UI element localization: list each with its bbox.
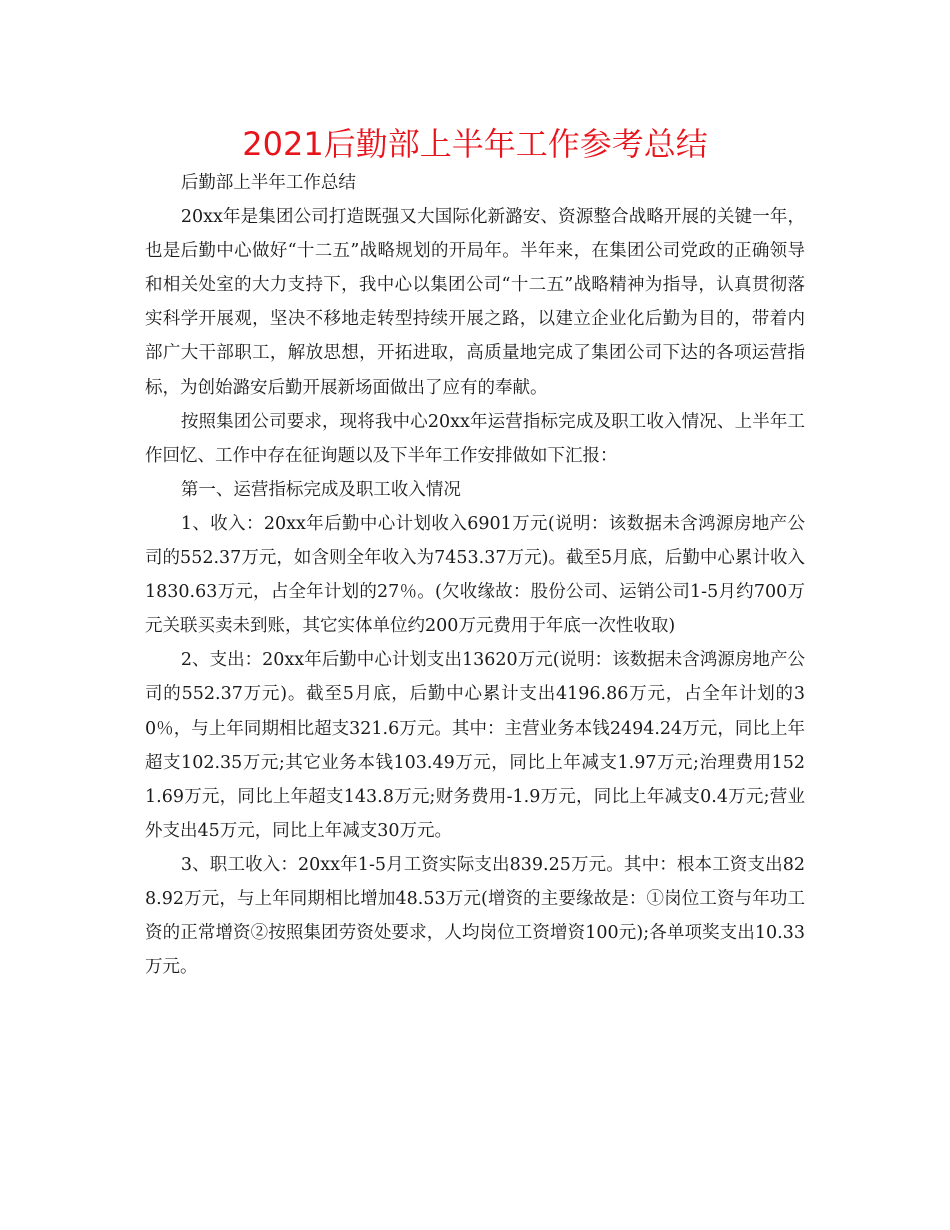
paragraph-income: 1、收入：20xx年后勤中心计划收入6901万元(说明：该数据未含鸿源房地产公司的552.37万元，如含则全年收入为7453.37万元)。截至5月底，后勤中心累计收入1830.63万元，占全年计划的27％。(欠收缘故：股份公司、运销公司1-5月约700万元关联买卖未到账，其它实体单位约200万元费用于年底一次性收取) (145, 513, 805, 637)
paragraph-intro: 20xx年是集团公司打造既强又大国际化新潞安、资源整合战略开展的关键一年，也是后勤中心做好“十二五”战略规划的开局年。半年来，在集团公司党政的正确领导和相关处室的大力支持下，我中心以集团公司“十二五”战略精神为指导，认真贯彻落实科学开展观，坚决不移地走转型持续开展之路，以建立企业化后勤为目的，带着内部广大干部职工，解放思想，开拓进取，高质量地完成了集团公司下达的各项运营指标，为创始潞安后勤开展新场面做出了应有的奉献。 (145, 207, 805, 398)
paragraph-report-scope: 按照集团公司要求，现将我中心20xx年运营指标完成及职工收入情况、上半年工作回忆、工作中存在征询题以及下半年工作安排做如下汇报： (145, 411, 805, 466)
section-heading: 第一、运营指标完成及职工收入情况 (180, 479, 461, 500)
document-body (145, 166, 805, 984)
paragraph-subtitle: 后勤部上半年工作总结 (180, 173, 356, 193)
paragraph-expenditure: 2、支出：20xx年后勤中心计划支出13620万元(说明：该数据未含鸿源房地产公司的552.37万元)。截至5月底，后勤中心累计支出4196.86万元，占全年计划的30％，与上年同期相比超支321.6万元。其中：主营业务本钱2494.24万元，同比上年超支102.35万元;其它业务本钱103.49万元，同比上年减支1.97万元;治理费用1521.69万元，同比上年超支143.8万元;财务费用-1.9万元，同比上年减支0.4万元;营业外支出45万元，同比上年减支30万元。 (145, 650, 805, 841)
paragraph-staff-income: 3、职工收入：20xx年1-5月工资实际支出839.25万元。其中：根本工资支出828.92万元，与上年同期相比增加48.53万元(增资的主要缘故是：①岗位工资与年功工资的正常增资②按照集团劳资处要求，人均岗位工资增资100元);各单项奖支出10.33万元。 (145, 854, 805, 978)
document-title: 2021后勤部上半年工作参考总结 (242, 125, 708, 163)
